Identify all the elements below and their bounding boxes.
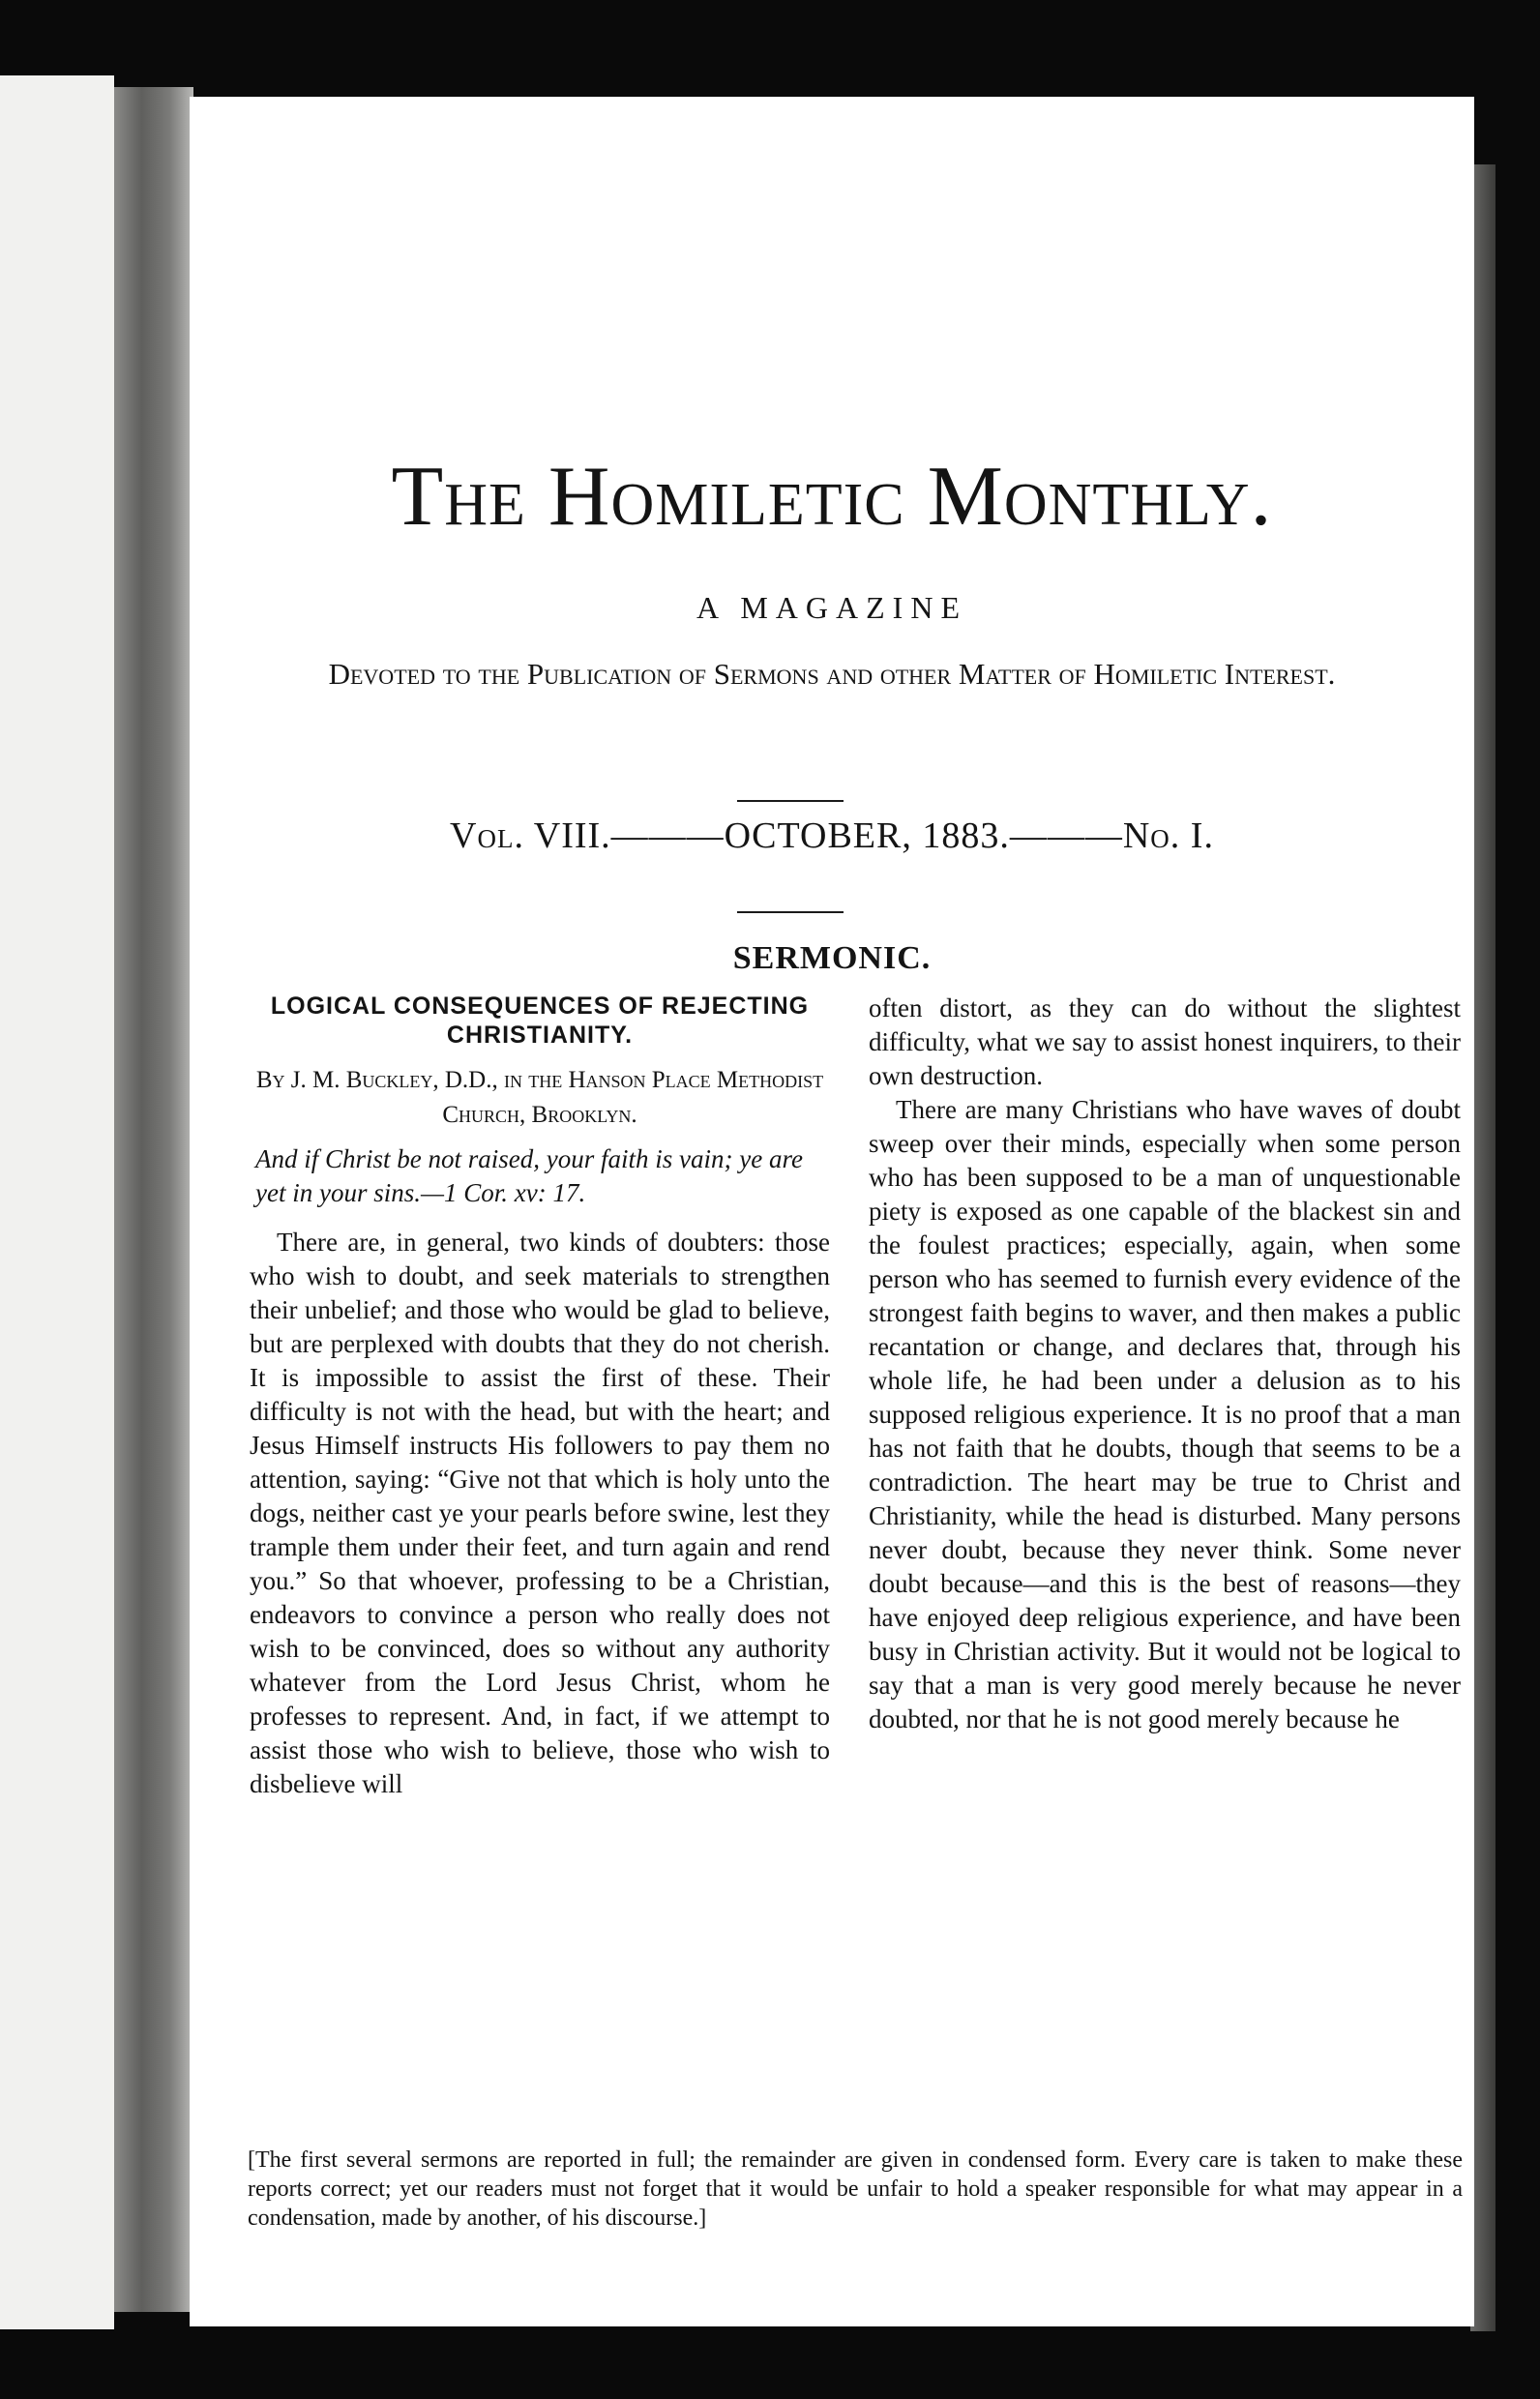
magazine-description: Devoted to the Publication of Sermons and other Matter of Homiletic Interest. xyxy=(328,657,1336,691)
article-paragraph: There are, in general, two kinds of doubters: those who wish to doubt, and seek materials to strengthen their unbelief; and those who would be glad to believe, but are perplexed with doubts that they do not cherish. It is impossible to assist the first of these. Their difficulty is not with the head, but with the heart; and Jesus Himself instructs His followers to pay them no attention, saying: “Give not that which is holy unto the dogs, neither cast ye your pearls before swine, lest they trample them under their feet, and turn again and rend you.” So that whoever, professing to be a Christian, endeavors to convince a person who really does not wish to be convinced, does so without any authority whatever from the Lord Jesus Christ, whom he professes to represent. And, in fact, if we attempt to assist those who wish to believe, those who wish to disbelieve will xyxy=(250,1228,830,1798)
divider-rule-top xyxy=(737,800,844,802)
editorial-footnote: [The first several sermons are reported in full; the remainder are given in condensed form. Every care is taken to make these reports correct; yet our readers must not forget that it would be unfair to hold a speaker responsible for what may appear in a condensation, made by another, of his discourse.] xyxy=(248,2147,1463,2231)
section-heading: SERMONIC. xyxy=(732,940,932,976)
article-paragraph: often distort, as they can do without the slightest difficulty, what we say to assist honest inquirers, to their own destruction. xyxy=(869,993,1461,1090)
left-page-edge xyxy=(0,75,114,2329)
magazine-title: The Homiletic Monthly. xyxy=(391,450,1273,544)
article-title: LOGICAL CONSEQUENCES OF REJECTING CHRISTIANITY. xyxy=(270,992,810,1049)
left-column xyxy=(250,992,830,1801)
magazine-subtitle: A MAGAZINE xyxy=(696,590,967,625)
binding-gutter xyxy=(114,87,193,2312)
magazine-page xyxy=(190,97,1474,2326)
article-epigraph: And if Christ be not raised, your faith is vain; ye are yet in your sins.—1 Cor. xv: 17. xyxy=(255,1144,803,1207)
right-column xyxy=(869,992,1461,1736)
volume-line: Vol. VIII.———OCTOBER, 1883.———No. I. xyxy=(450,815,1214,856)
divider-rule-bottom xyxy=(737,911,844,913)
article-byline: By J. M. Buckley, D.D., in the Hanson Place Methodist Church, Brooklyn. xyxy=(255,1067,824,1128)
article-paragraph: There are many Christians who have waves of doubt sweep over their minds, especially when some person who has been supposed to be a man of unquestionable piety is exposed as one capable of the blackest sin and the foulest practices; especially, again, when some person who has seemed to furnish every evidence of the strongest faith begins to waver, and then makes a public recantation or change, and declares that, through his whole life, he had been under a delusion as to his supposed religious experience. It is no proof that a man has not faith that he doubts, though that seems to be a contradiction. The heart may be true to Christ and Christianity, while the head is disturbed. Many persons never doubt, because they never think. Some never doubt because—and this is the best of reasons—they have enjoyed deep religious experience, and have been busy in Christian activity. But it would not be logical to say that a man is very good merely because he never doubted, nor that he is not good merely because he xyxy=(869,1095,1461,1733)
